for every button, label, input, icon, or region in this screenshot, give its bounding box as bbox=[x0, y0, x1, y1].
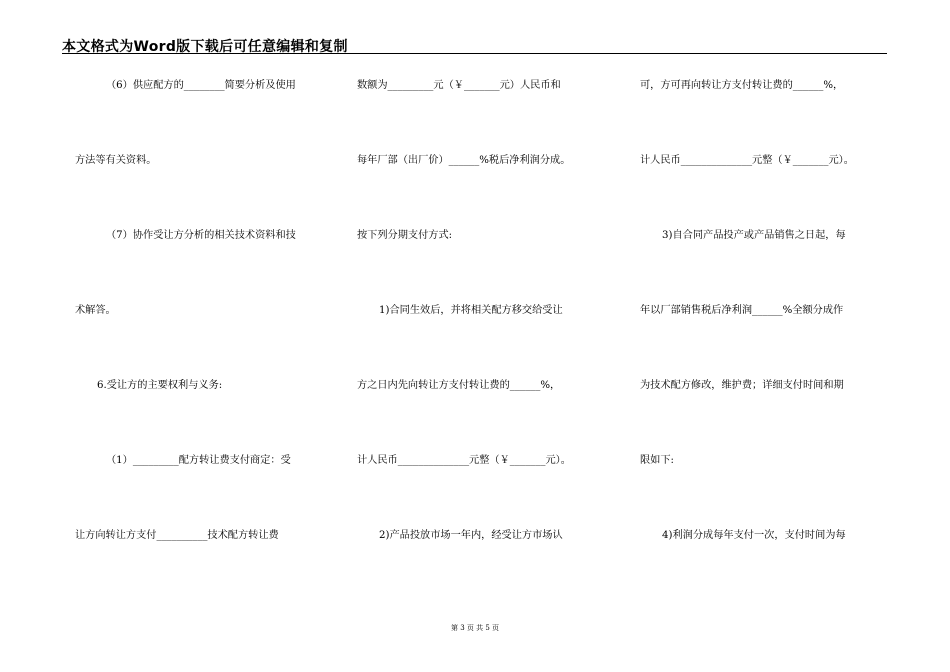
text-line: 方之日内先向转让方支付转让费的______%， bbox=[357, 380, 561, 391]
document-header-title: 本文格式为Word版下载后可任意编辑和复制 bbox=[62, 39, 348, 55]
page-number: 第 3 页 共 5 页 bbox=[450, 624, 500, 632]
text-line: 数额为_________元（￥_______元）人民币和 bbox=[357, 80, 561, 91]
text-line: 为技术配方修改，维护费；详细支付时间和期 bbox=[640, 380, 844, 391]
text-line: 每年厂部（出厂价）______%税后净利润分成。 bbox=[357, 155, 571, 166]
text-line: （1）_________配方转让费支付商定：受 bbox=[106, 455, 291, 466]
text-line: （6）供应配方的________简要分析及使用 bbox=[106, 80, 296, 91]
text-line: 4)利润分成每年支付一次，支付时间为每 bbox=[662, 530, 846, 541]
text-line: 限如下: bbox=[640, 455, 674, 466]
text-line: 6.受让方的主要权利与义务: bbox=[97, 380, 223, 391]
header-divider bbox=[62, 53, 887, 54]
text-line: 按下列分期支付方式: bbox=[357, 230, 453, 241]
text-line: 1)合同生效后，并将相关配方移交给受让 bbox=[379, 305, 563, 316]
text-line: 计人民币______________元整（￥_______元）。 bbox=[640, 155, 854, 166]
text-line: 年以厂部销售税后净利润______%全额分成作 bbox=[640, 305, 844, 316]
text-line: 2)产品投放市场一年内，经受让方市场认 bbox=[379, 530, 563, 541]
text-line: （7）协作受让方分析的相关技术资料和技 bbox=[106, 230, 296, 241]
text-line: 方法等有关资料。 bbox=[75, 155, 157, 166]
text-line: 术解答。 bbox=[75, 305, 116, 316]
text-line: 让方向转让方支付__________技术配方转让费 bbox=[75, 530, 279, 541]
text-line: 可，方可再向转让方支付转让费的______%， bbox=[640, 80, 844, 91]
text-line: 3)自合同产品投产或产品销售之日起，每 bbox=[662, 230, 846, 241]
text-line: 计人民币______________元整（￥_______元）。 bbox=[357, 455, 571, 466]
